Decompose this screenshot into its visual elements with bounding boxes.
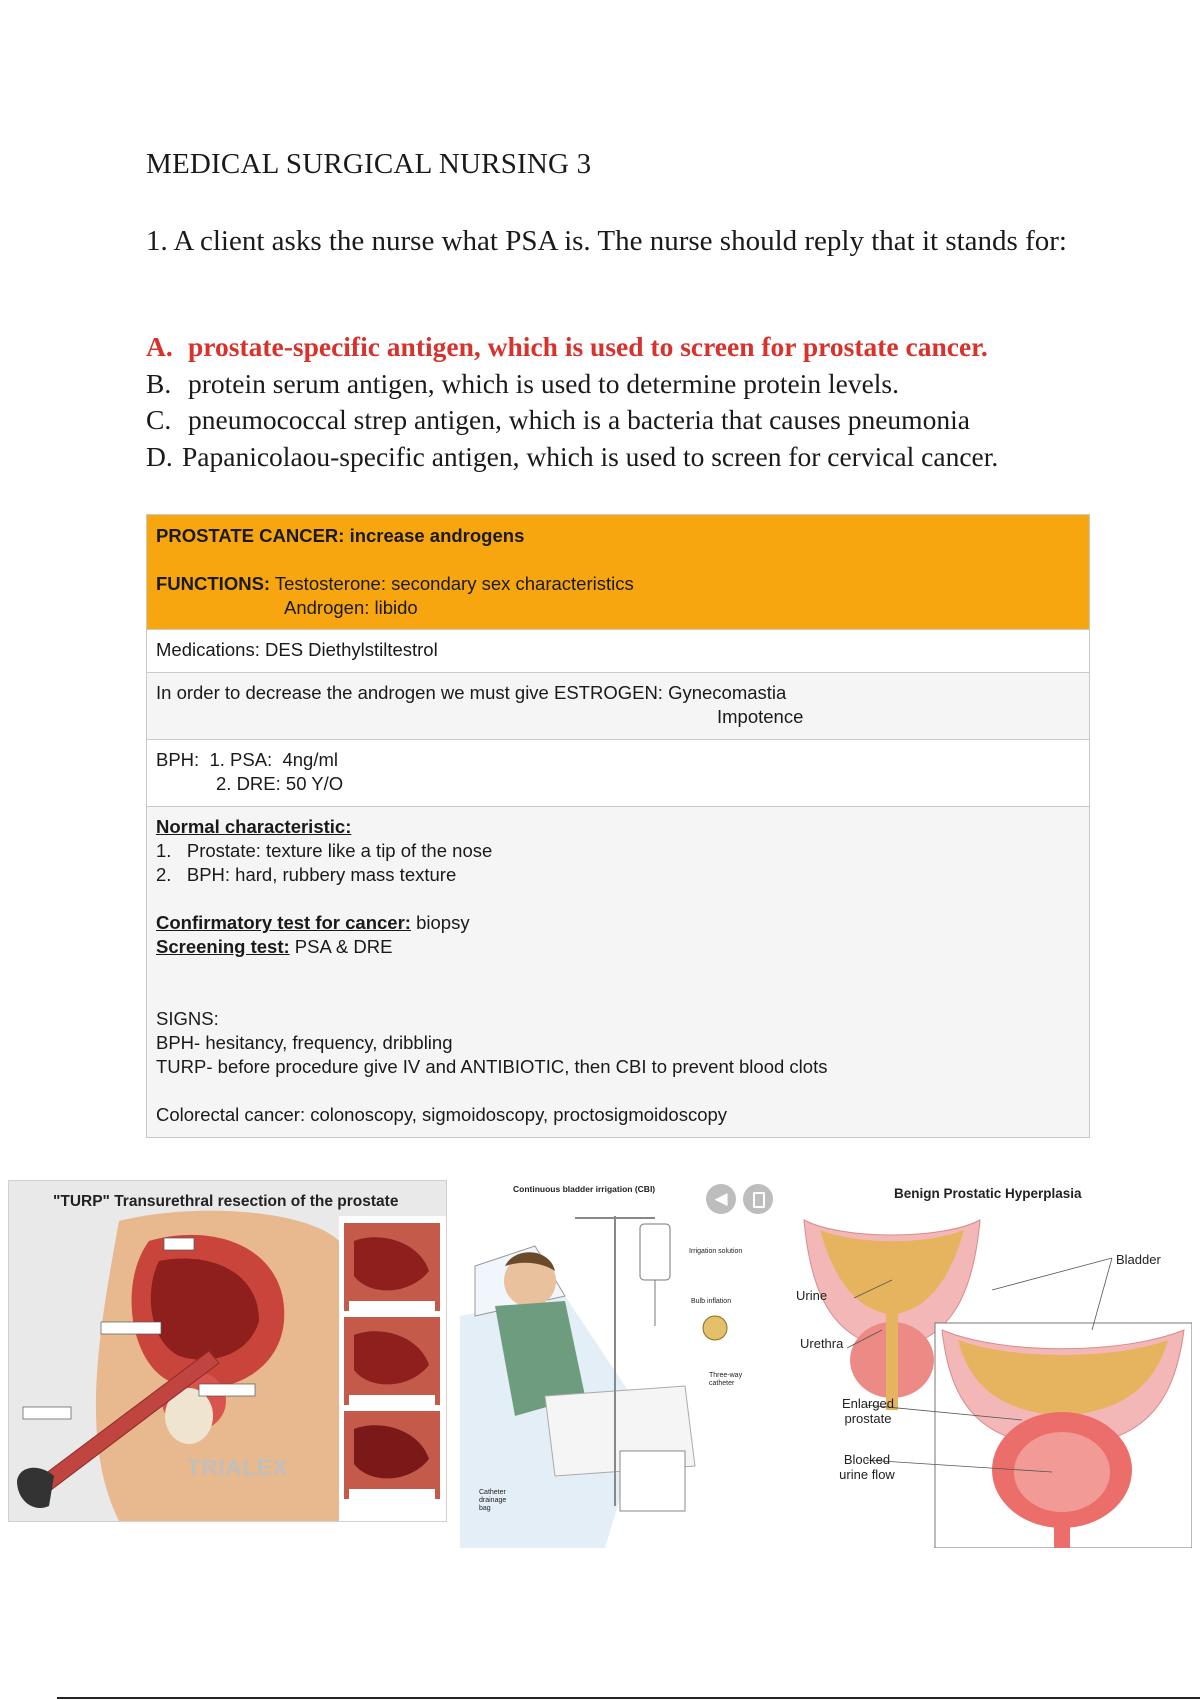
- bph-label: Urethra: [800, 1336, 844, 1351]
- normal-label: Normal characteristic:: [156, 816, 352, 837]
- cbi-label: Irrigation solution: [689, 1248, 743, 1255]
- bph-title: Benign Prostatic Hyperplasia: [894, 1186, 1082, 1201]
- bph-row: BPH: 1. PSA: 4ng/ml 2. DRE: 50 Y/O: [147, 739, 1089, 806]
- choice-b: B. protein serum antigen, which is used to determine protein levels.: [146, 367, 899, 399]
- header-title: PROSTATE CANCER: increase androgens: [156, 525, 525, 546]
- bph-illustration: [792, 1180, 1192, 1548]
- bph-drawing: [792, 1180, 1192, 1548]
- bph-label: Enlarged prostate: [841, 1396, 895, 1426]
- signs-turp: TURP- before procedure give IV and ANTIBIOTIC, then CBI to prevent blood clots: [156, 1056, 828, 1077]
- choice-c: C. pneumococcal strep antigen, which is a bacteria that causes pneumonia: [146, 404, 970, 435]
- notes-table: [146, 514, 1090, 1138]
- screening-line: Screening test: PSA & DRE: [156, 936, 393, 957]
- footer-rule: [57, 1697, 1200, 1699]
- bph-label: Urine: [796, 1288, 828, 1303]
- cbi-title: Continuous bladder irrigation (CBI): [513, 1184, 656, 1194]
- share-button[interactable]: ◀: [706, 1184, 736, 1214]
- medications-row: Medications: DES Diethylstiltestrol: [147, 629, 1089, 672]
- normal-item: 2. BPH: hard, rubbery mass texture: [156, 864, 457, 885]
- bph-label: Bladder: [1116, 1252, 1161, 1267]
- cbi-label: Three-way catheter: [709, 1372, 743, 1387]
- turp-illustration: [8, 1180, 447, 1522]
- turp-title: "TURP" Transurethral resection of the prostate: [53, 1193, 399, 1210]
- cbi-illustration: [455, 1176, 785, 1548]
- answer-choices: [146, 329, 998, 475]
- colorectal-line: Colorectal cancer: colonoscopy, sigmoidoscopy, proctosigmoidoscopy: [156, 1104, 728, 1125]
- notes-header: [147, 515, 1089, 629]
- details-row: [147, 806, 1089, 1137]
- signs-bph: BPH- hesitancy, frequency, dribbling: [156, 1032, 453, 1053]
- signs-label: SIGNS:: [156, 1008, 219, 1029]
- choice-a: A. prostate-specific antigen, which is used to screen for prostate cancer.: [146, 331, 988, 362]
- estrogen-row: In order to decrease the androgen we must give ESTROGEN: Gynecomastia Impotence: [147, 672, 1089, 739]
- normal-item: 1. Prostate: texture like a tip of the nose: [156, 840, 493, 861]
- turp-watermark: TRIALEX: [187, 1455, 289, 1480]
- cbi-label: Bulb inflation: [691, 1298, 732, 1305]
- bph-label: Blocked urine flow: [839, 1452, 895, 1482]
- functions-line-2: Androgen: libido: [284, 597, 418, 618]
- functions-line: FUNCTIONS: Testosterone: secondary sex characteristics: [156, 573, 634, 594]
- question-text: 1. A client asks the nurse what PSA is. The nurse should reply that it stands for:: [146, 225, 1067, 257]
- document-title: MEDICAL SURGICAL NURSING 3: [146, 148, 592, 180]
- confirmatory-line: Confirmatory test for cancer: biopsy: [156, 912, 470, 933]
- cbi-label: Catheter drainage bag: [479, 1489, 507, 1512]
- choice-d: D. Papanicolaou-specific antigen, which is used to screen for cervical cancer.: [146, 440, 999, 472]
